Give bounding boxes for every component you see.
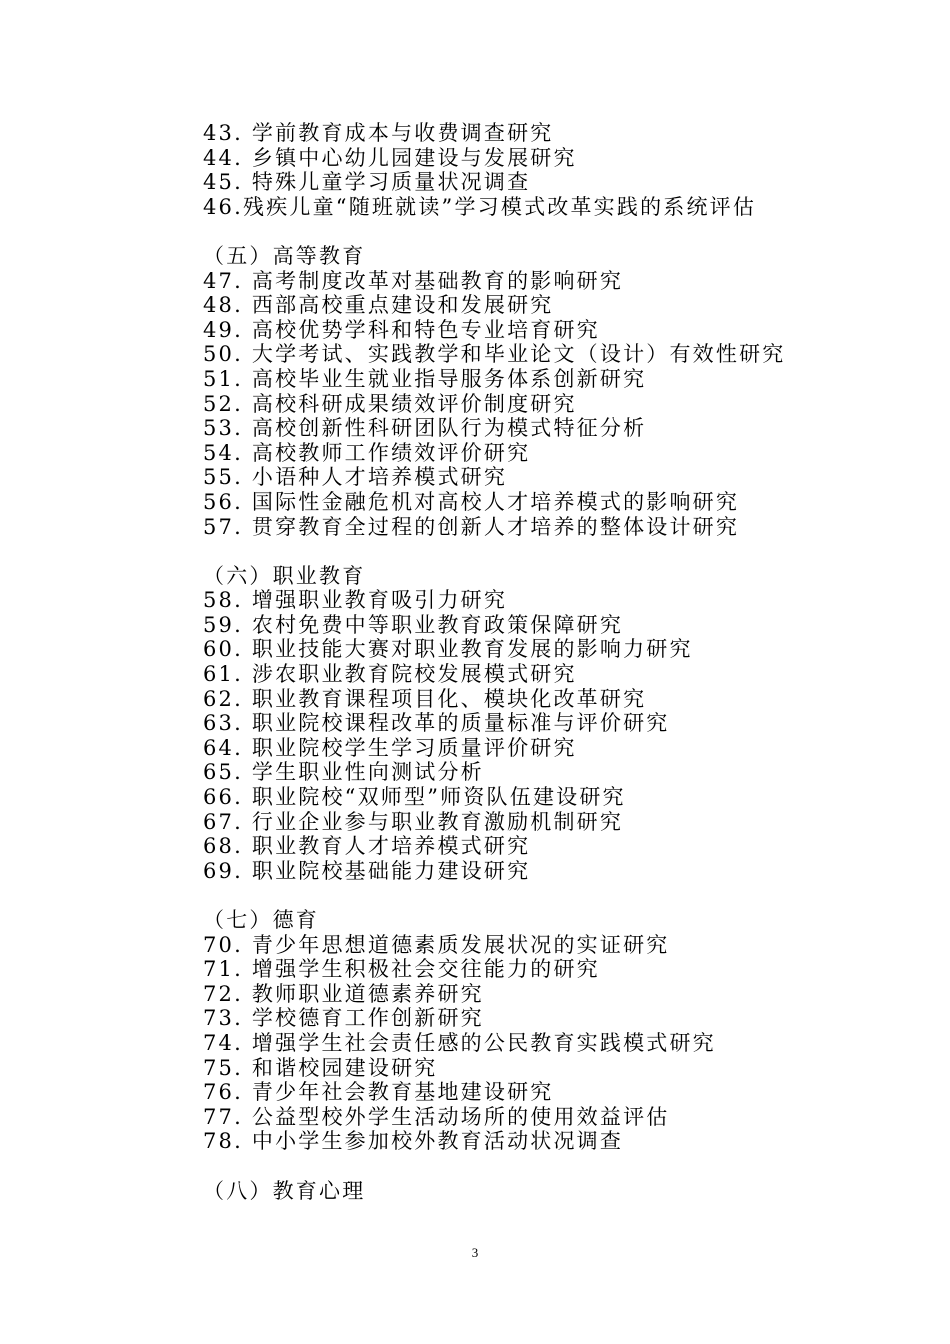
list-item: 59. 农村免费中等职业教育政策保障研究 [203,612,624,637]
list-item: 56. 国际性金融危机对高校人才培养模式的影响研究 [203,489,740,514]
list-item: 69. 职业院校基础能力建设研究 [203,858,531,883]
section-heading-educational-psychology: （八）教育心理 [203,1178,366,1203]
list-item: 64. 职业院校学生学习质量评价研究 [203,735,577,760]
list-item: 51. 高校毕业生就业指导服务体系创新研究 [203,366,647,391]
list-item: 58. 增强职业教育吸引力研究 [203,588,508,613]
list-item: 47. 高考制度改革对基础教育的影响研究 [203,268,624,293]
list-item: 45. 特殊儿童学习质量状况调查 [203,170,531,195]
list-item: 65. 学生职业性向测试分析 [203,760,484,785]
list-item: 72. 教师职业道德素养研究 [203,981,484,1006]
list-item: 44. 乡镇中心幼儿园建设与发展研究 [203,145,577,170]
list-item: 50. 大学考试、实践教学和毕业论文（设计）有效性研究 [203,342,786,367]
list-item: 74. 增强学生社会责任感的公民教育实践模式研究 [203,1030,716,1055]
document-body [203,121,843,1203]
list-item: 53. 高校创新性科研团队行为模式特征分析 [203,416,647,441]
list-item: 55. 小语种人才培养模式研究 [203,465,508,490]
list-item: 62. 职业教育课程项目化、模块化改革研究 [203,686,647,711]
list-item: 73. 学校德育工作创新研究 [203,1006,484,1031]
list-item: 68. 职业教育人才培养模式研究 [203,834,531,859]
list-item: 46.残疾儿童“随班就读”学习模式改革实践的系统评估 [203,194,757,219]
page-number: 3 [471,1245,479,1260]
list-item: 54. 高校教师工作绩效评价研究 [203,440,531,465]
list-item: 66. 职业院校“双师型”师资队伍建设研究 [203,785,626,810]
list-item: 49. 高校优势学科和特色专业培育研究 [203,317,600,342]
section-heading-moral-education: （七）德育 [203,908,319,932]
list-item: 60. 职业技能大赛对职业教育发展的影响力研究 [203,637,693,662]
section-heading-higher-education: （五）高等教育 [203,243,366,268]
list-item: 63. 职业院校课程改革的质量标准与评价研究 [203,711,670,736]
list-item: 52. 高校科研成果绩效评价制度研究 [203,391,577,416]
list-item: 77. 公益型校外学生活动场所的使用效益评估 [203,1104,670,1129]
section-heading-vocational-education: （六）职业教育 [203,563,366,588]
list-item: 71. 增强学生积极社会交往能力的研究 [203,957,600,982]
list-item: 76. 青少年社会教育基地建设研究 [203,1080,554,1105]
list-item: 48. 西部高校重点建设和发展研究 [203,293,554,318]
list-item: 57. 贯穿教育全过程的创新人才培养的整体设计研究 [203,514,740,539]
list-item: 67. 行业企业参与职业教育激励机制研究 [203,809,624,834]
list-item: 70. 青少年思想道德素质发展状况的实证研究 [203,932,670,957]
list-item: 43. 学前教育成本与收费调查研究 [203,121,554,145]
list-item: 78. 中小学生参加校外教育活动状况调查 [203,1129,624,1154]
list-item: 61. 涉农职业教育院校发展模式研究 [203,662,577,687]
list-item: 75. 和谐校园建设研究 [203,1055,438,1080]
